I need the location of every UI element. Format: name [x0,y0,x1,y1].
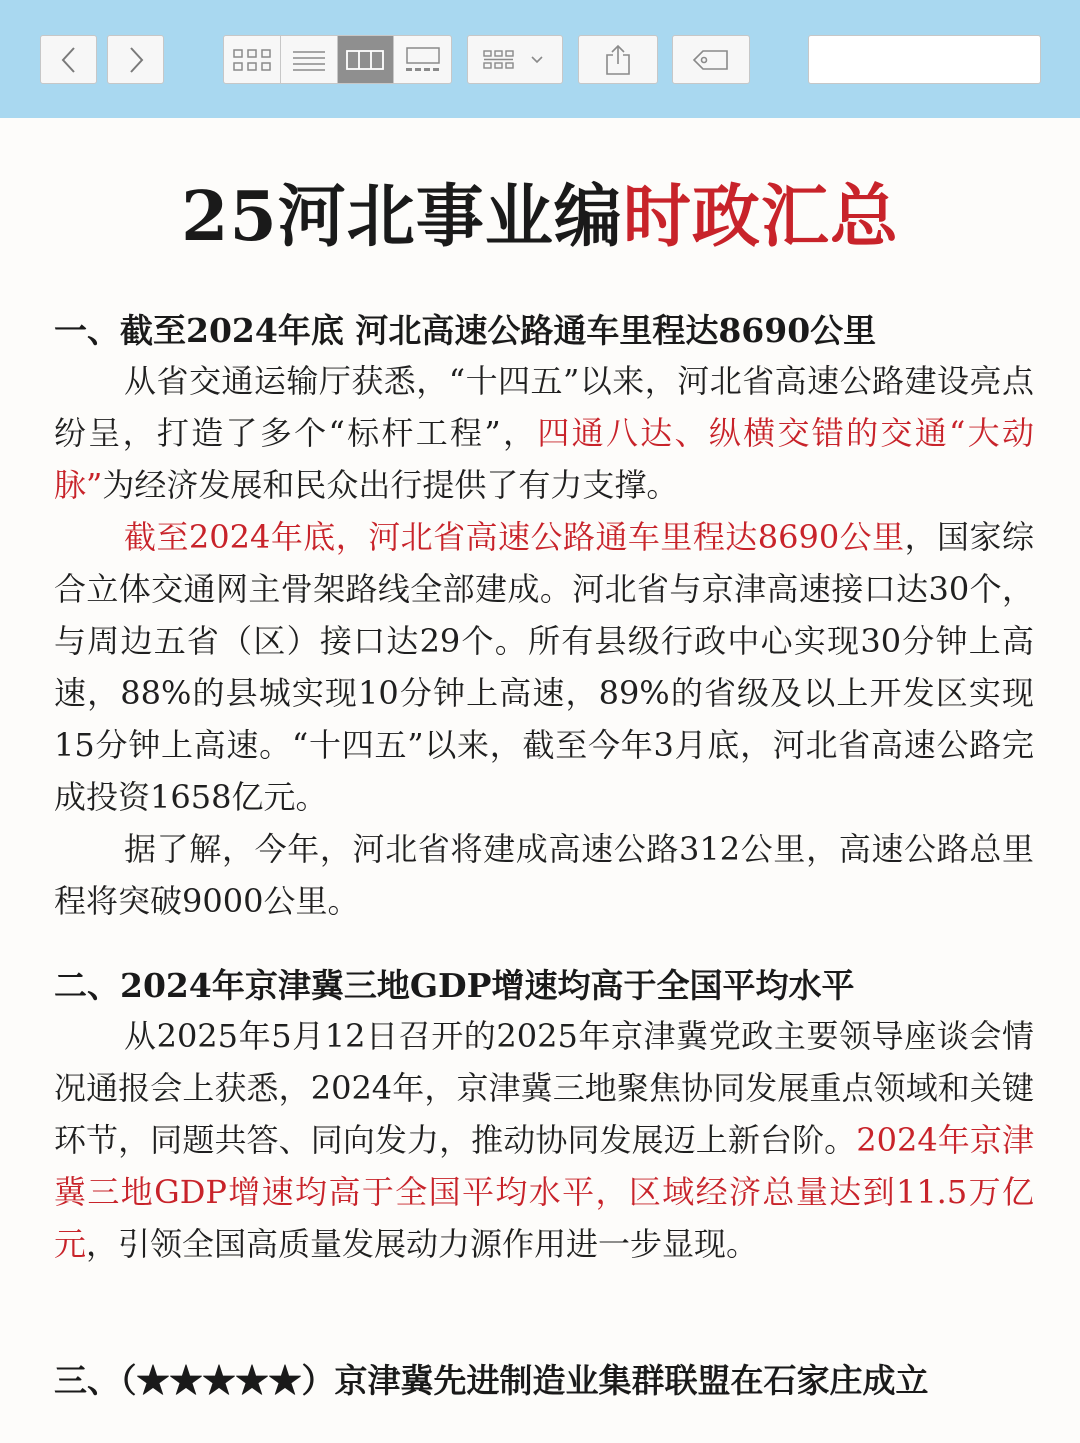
section-2-heading: 二、2024年京津冀三地GDP增速均高于全国平均水平 [54,966,855,1005]
section-1-paragraph-2 [54,511,1034,823]
column-view-button[interactable] [338,36,395,83]
text-run: ，国家综合立体交通网主骨架路线全部建成。河北省与京津高速接口达30个，与周边五省（区）接口达29个。所有县级行政中心实现30分钟上高速，88%的县城实现10分钟上高速，89%的省级及以上开发区实现15分钟上高速。“十四五”以来，截至今年3月底，河北省高速公路完成投资1658亿元。 [54,518,1034,816]
section-1-paragraph-3: 据了解，今年，河北省将建成高速公路312公里，高速公路总里程将突破9000公里。 [54,830,1034,920]
section-1-heading: 一、截至2024年底 河北高速公路通车里程达8690公里 [54,311,877,350]
share-button[interactable] [578,35,658,84]
text-run: 为经济发展和民众出行提供了有力支撑。 [102,466,679,504]
tag-button[interactable] [672,35,750,84]
text-run: ，引领全国高质量发展动力源作用进一步显现。 [86,1225,759,1263]
text-run: 从省交通运输厅获悉，“十四五”以来，河北省高速公路建设亮点纷呈，打造了多个“标杆工程”， [54,362,1034,452]
group-by-button[interactable] [467,35,563,84]
finder-toolbar [0,0,1080,118]
section-2-paragraph-1 [54,1010,1034,1270]
section-1-paragraph-1 [54,355,1034,511]
title-red-part: 时政汇总 [622,177,899,257]
highlighted-text: 2024年京津冀三地GDP增速均高于全国平均水平，区域经济总量达到11.5万亿元 [54,1121,1034,1263]
tag-icon [691,48,731,72]
highlighted-text: 四通八达、纵横交错的交通“大动脉” [54,414,1034,504]
highlighted-text: 截至2024年底，河北省高速公路通车里程达8690公里 [124,518,905,556]
section-3-heading: 三、（★★★★★）京津冀先进制造业集群联盟在石家庄成立 [54,1361,929,1400]
column-view-icon [345,47,385,73]
page-title [0,172,1080,262]
search-field[interactable] [808,35,1041,84]
list-view-button[interactable] [281,36,338,83]
title-black-part: 25河北事业编 [181,177,623,257]
view-mode-switcher [223,35,452,84]
chevron-right-icon [126,45,146,75]
gallery-view-button[interactable] [394,36,451,83]
list-view-icon [291,47,327,73]
back-button[interactable] [40,35,97,84]
icon-grid-view-icon [232,47,272,73]
share-icon [603,43,633,77]
text-run: 从2025年5月12日召开的2025年京津冀党政主要领导座谈会情况通报会上获悉，2024年，京津冀三地聚焦协同发展重点领域和关键环节，同题共答、同向发力，推动协同发展迈上新台阶。 [54,1017,1034,1159]
icon-view-button[interactable] [224,36,281,83]
chevron-left-icon [59,45,79,75]
forward-button[interactable] [107,35,164,84]
group-by-icon [480,47,550,73]
search-input[interactable] [827,36,1052,83]
gallery-view-icon [403,45,443,75]
